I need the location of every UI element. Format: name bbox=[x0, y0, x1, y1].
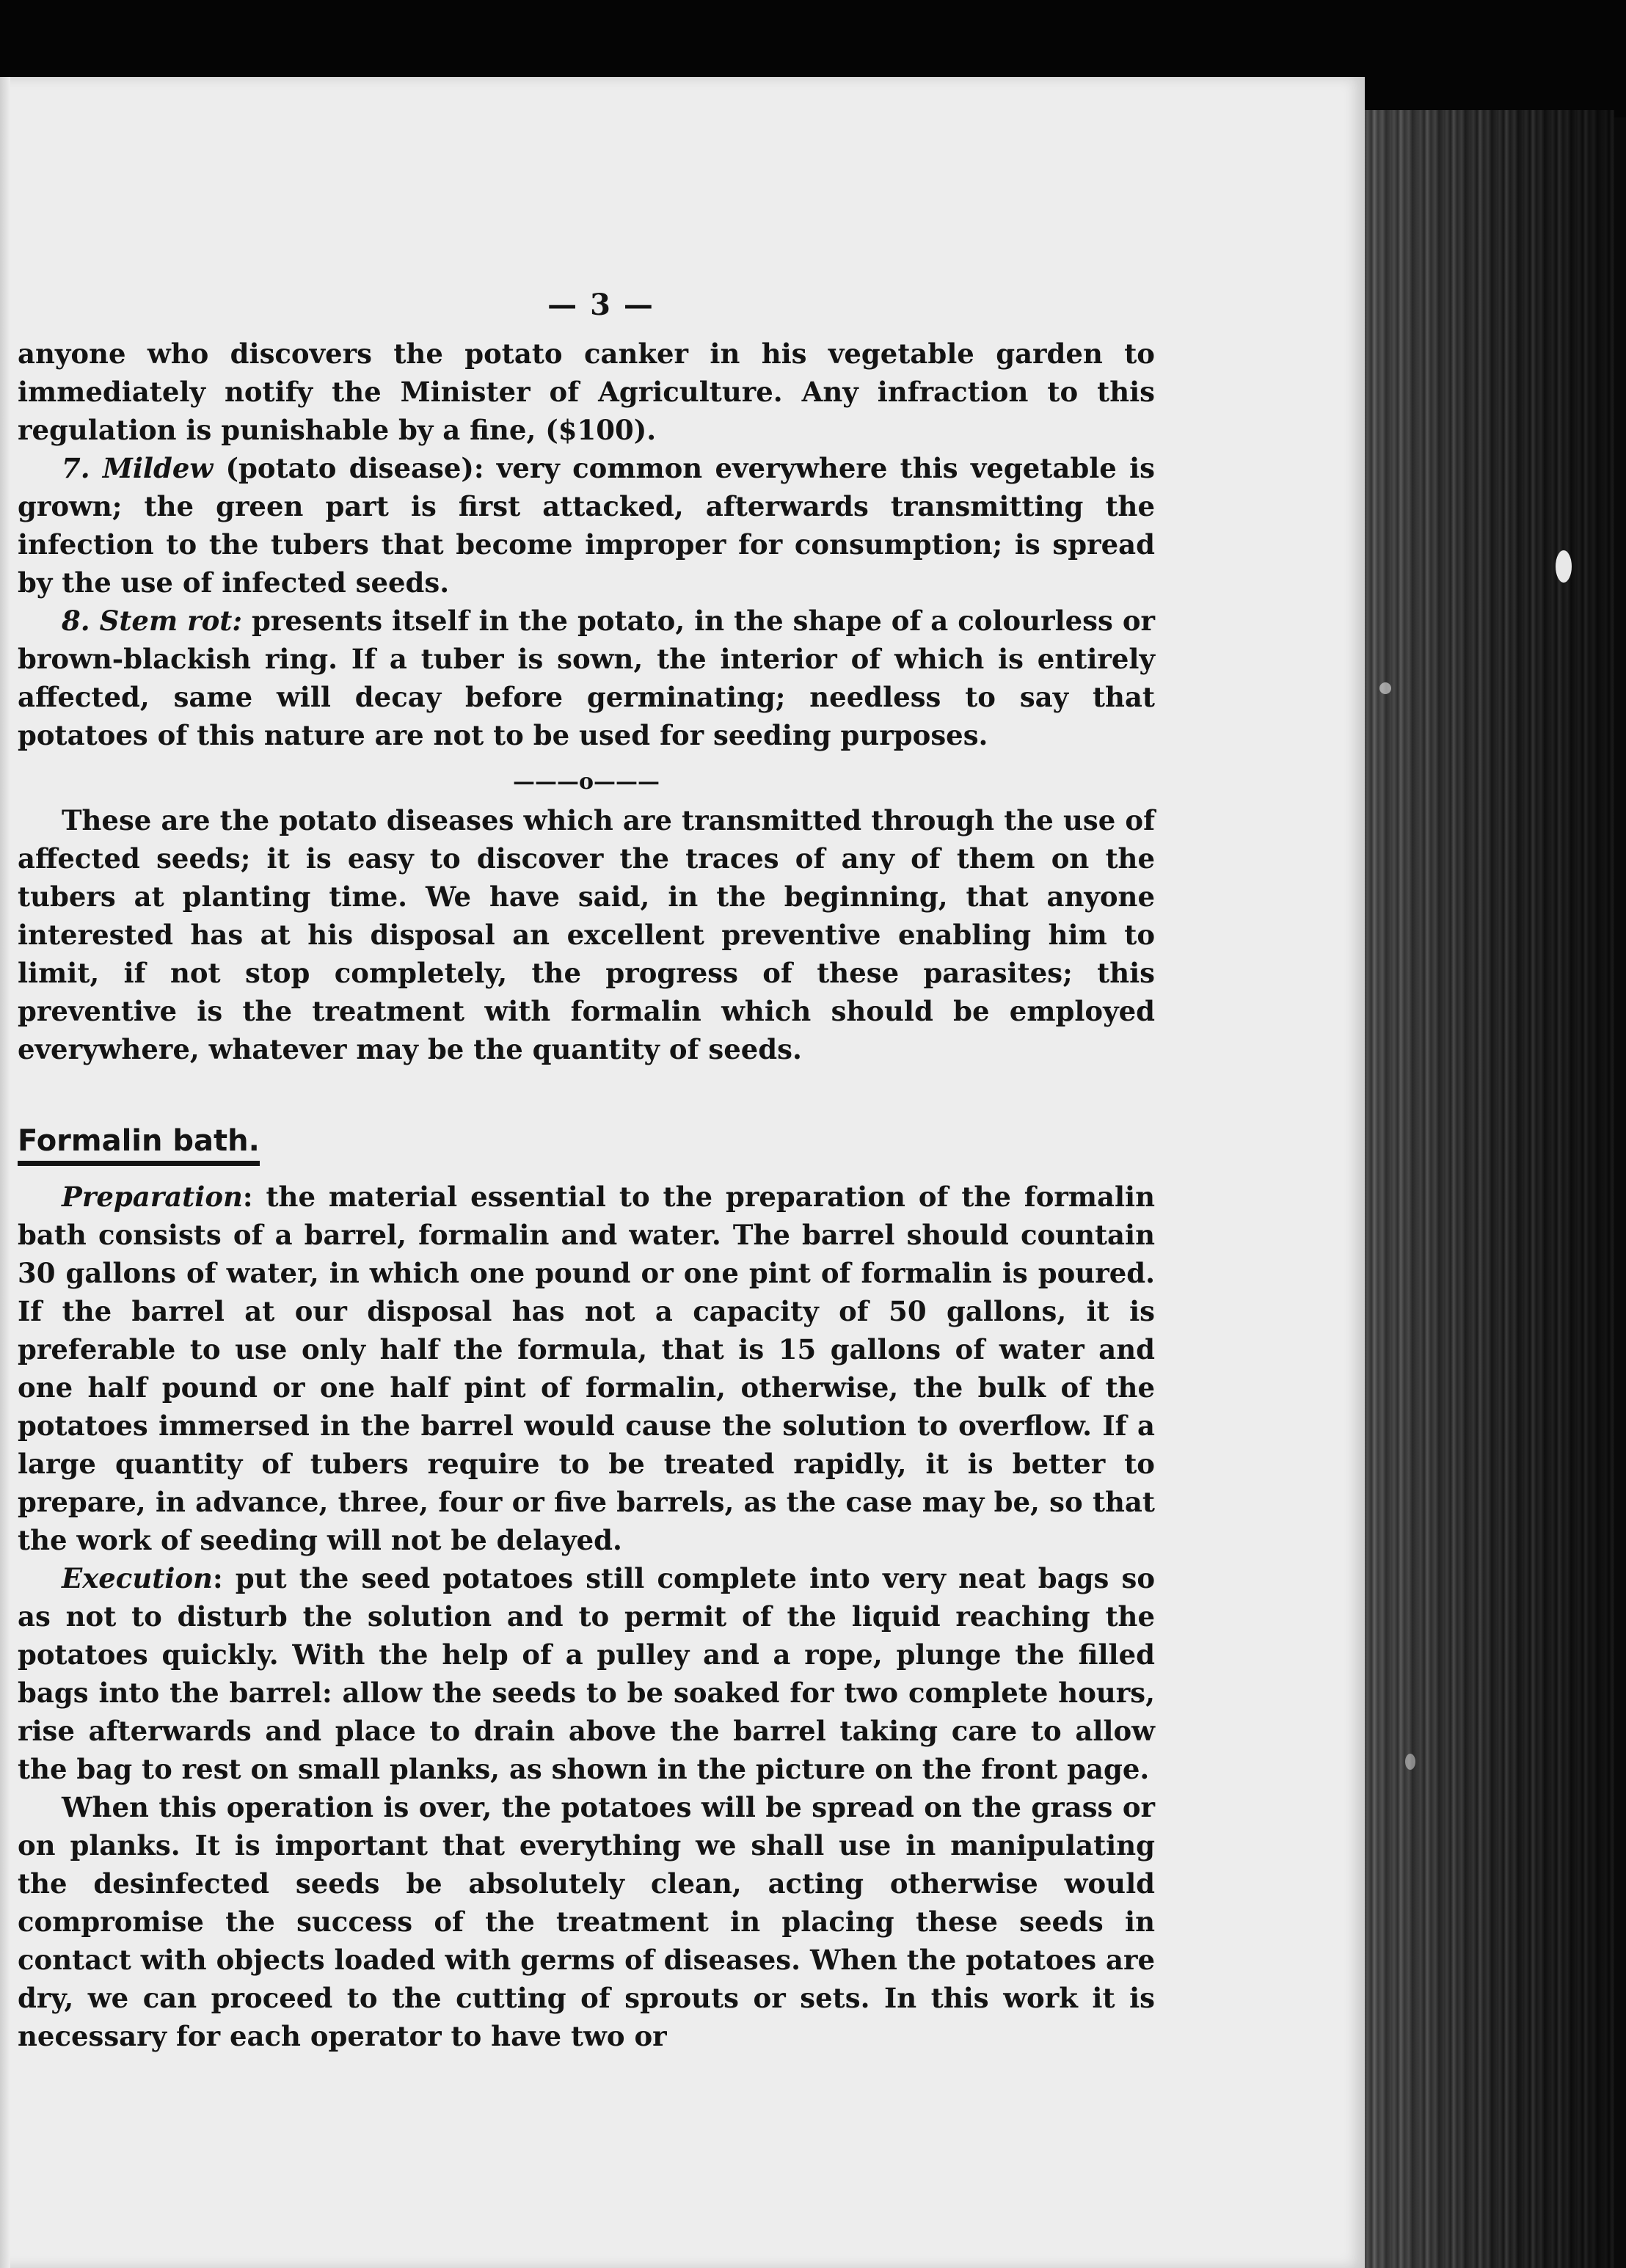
paragraph-canker-notice bbox=[18, 335, 1155, 449]
item-lead-in: 7. Mildew bbox=[62, 452, 214, 484]
page-edges-shade bbox=[1365, 110, 1614, 2268]
paragraph-execution bbox=[18, 1559, 1155, 1788]
section-heading: Formalin bath. bbox=[18, 1121, 260, 1166]
paragraph-text: (potato disease): very common everywhere this vegetable is grown; the green part is first attacked, afterwards transmitting the infection to the tubers that become improper for consumption; is spread by the use of infected seeds. bbox=[18, 452, 1156, 599]
paragraph-preparation bbox=[18, 1178, 1155, 1559]
edge-speck bbox=[1556, 550, 1572, 583]
paragraph-mildew bbox=[18, 449, 1155, 602]
page-content bbox=[18, 286, 1155, 2055]
edge-speck bbox=[1405, 1754, 1415, 1770]
page-left-edge bbox=[0, 77, 10, 2268]
paragraph-stem-rot bbox=[18, 602, 1155, 754]
paragraph-text: : the material essential to the preparation of the formalin bath consists of a barrel, formalin and water. The barrel should countain 30 gallons of water, in which one pound or one pint of formalin is poured. If the barrel at our disposal has not a capacity of 50 gallons, it is preferable to use only half the formula, that is 15 gallons of water and one half pound or one half pint of formalin, otherwise, the bulk of the potatoes immersed in the barrel would cause the solution to overflow. If a large quantity of tubers require to be treated rapidly, it is better to prepare, in advance, three, four or five barrels, as the case may be, so that the work of seeding will not be delayed. bbox=[18, 1181, 1155, 1556]
paragraph-text: When this operation is over, the potatoes will be spread on the grass or on planks. It is important that everything we shall use in manipulating the desinfected seeds be absolutely clean, acting otherwise would compromise the success of the treatment in placing these seeds in contact with objects loaded with germs of diseases. When the potatoes are dry, we can proceed to the cutting of sprouts or sets. In this work it is necessary for each operator to have two or bbox=[18, 1791, 1155, 2052]
paragraph-text: : put the seed potatoes still complete into very neat bags so as not to disturb the solution and to permit of the liquid reaching the potatoes quickly. With the help of a pulley and a rope, plunge the filled bags into the barrel: allow the seeds to be soaked for two complete hours, rise afterwards and place to drain above the barrel taking care to allow the bag to rest on small planks, as shown in the picture on the front page. bbox=[18, 1562, 1155, 1785]
edge-speck bbox=[1379, 682, 1391, 694]
page-number: — 3 — bbox=[547, 288, 655, 322]
paragraph-drying bbox=[18, 1788, 1155, 2055]
paragraph-text: anyone who discovers the potato canker in his vegetable garden to immediately notify the Minister of Agriculture. Any infraction to this regulation is punishable by a fine, ($100). bbox=[18, 338, 1155, 446]
item-lead-in: 8. Stem rot: bbox=[62, 605, 242, 637]
item-lead-in: Execution bbox=[62, 1562, 213, 1594]
paragraph-text: presents itself in the potato, in the shape of a colourless or brown-blackish ring. If a tuber is sown, the interior of which is entirely affected, same will decay before germinating; needless to say that potatoes of this nature are not to be used for seeding purposes. bbox=[18, 605, 1155, 751]
item-lead-in: Preparation bbox=[62, 1181, 243, 1213]
paragraph-summary: These are the potato diseases which are transmitted through the use of affected seeds; it is easy to discover the traces of any of them on the tubers at planting time. We have said, in the beginning, that anyone interested has at his disposal an excellent preventive enabling him to limit, if not stop completely, the progress of these parasites; this preventive is the treatment with formalin which should be employed everywhere, whatever may be the quantity of seeds. bbox=[18, 804, 1155, 1065]
section-separator: ———o——— bbox=[512, 769, 660, 795]
